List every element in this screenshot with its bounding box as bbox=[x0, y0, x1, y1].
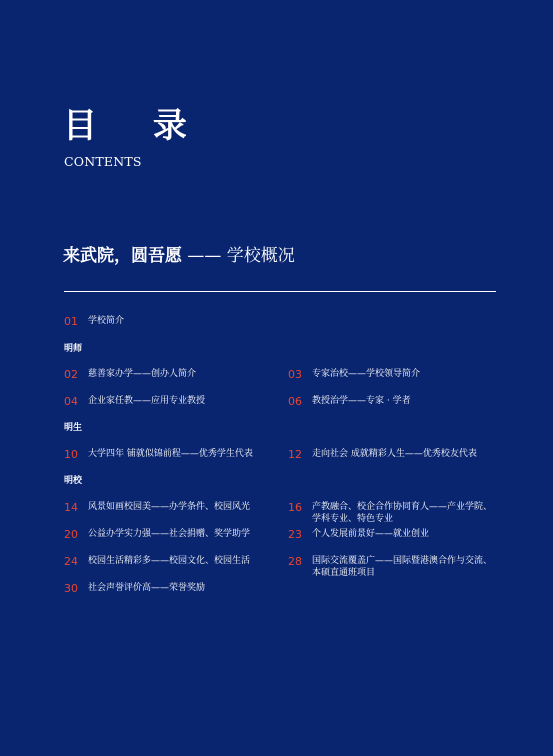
toc-entry[interactable] bbox=[288, 502, 492, 525]
toc-entry[interactable] bbox=[64, 583, 205, 595]
toc-entry-text: 专家治校——学校领导简介 bbox=[312, 369, 421, 379]
toc-entry-text: 学校简介 bbox=[88, 316, 125, 326]
toc-entry[interactable] bbox=[64, 449, 253, 461]
toc-entry-text: 大学四年 铺就似锦前程——优秀学生代表 bbox=[88, 449, 253, 459]
toc-entry-text: 慈善家办学——创办人简介 bbox=[88, 369, 197, 379]
toc-entry[interactable] bbox=[288, 556, 492, 579]
toc-entry-text: 社会声誉评价高——荣誉奖励 bbox=[88, 583, 206, 593]
toc-entry[interactable] bbox=[64, 502, 250, 514]
toc-entry-text: 风景如画校园美——办学条件、校园风光 bbox=[88, 502, 251, 512]
toc-entry[interactable] bbox=[288, 369, 420, 381]
toc-entry-text: 企业家任教——应用专业教授 bbox=[88, 396, 206, 406]
section-label: 明师 bbox=[64, 344, 83, 354]
toc-entry-text: 国际交流覆盖广——国际暨港澳合作与交流、 本硕直通班项目 bbox=[312, 556, 493, 578]
toc-entry-text: 公益办学实力强——社会捐赠、奖学助学 bbox=[88, 529, 251, 539]
toc-entry-number: 14 bbox=[64, 501, 78, 514]
toc-entry-number: 12 bbox=[288, 448, 302, 461]
chapter-heading-main: 来武院，圆吾愿 bbox=[63, 246, 182, 266]
toc-entry[interactable] bbox=[64, 556, 250, 568]
toc-entry-text: 产教融合、校企合作协同育人——产业学院、 学科专业、特色专业 bbox=[312, 502, 493, 524]
toc-entry[interactable] bbox=[64, 369, 196, 381]
toc-entry-number: 23 bbox=[288, 528, 302, 541]
page-subtitle: CONTENTS bbox=[64, 154, 142, 169]
section-label: 明校 bbox=[64, 476, 83, 486]
toc-entry[interactable] bbox=[64, 396, 205, 408]
toc-entry-number: 24 bbox=[64, 555, 78, 568]
toc-entry[interactable] bbox=[288, 449, 477, 461]
toc-entry-number: 28 bbox=[288, 555, 302, 568]
toc-entry-number: 16 bbox=[288, 501, 302, 514]
toc-entry-number: 10 bbox=[64, 448, 78, 461]
toc-entry[interactable] bbox=[288, 396, 411, 408]
toc-entry-number: 01 bbox=[64, 315, 78, 328]
toc-entry[interactable] bbox=[288, 529, 429, 541]
toc-entry-text: 教授治学——专家 · 学者 bbox=[312, 396, 411, 406]
chapter-heading bbox=[63, 244, 295, 268]
toc-entry-number: 30 bbox=[64, 582, 78, 595]
toc-entry-number: 03 bbox=[288, 368, 302, 381]
chapter-heading-sub: —— 学校概况 bbox=[187, 246, 295, 266]
toc-entry-number: 06 bbox=[288, 395, 302, 408]
toc-entry-number: 04 bbox=[64, 395, 78, 408]
toc-entry-number: 20 bbox=[64, 528, 78, 541]
toc-entry[interactable] bbox=[64, 529, 250, 541]
toc-entry-text: 走向社会 成就精彩人生——优秀校友代表 bbox=[312, 449, 477, 459]
section-label: 明生 bbox=[64, 423, 83, 433]
toc-entry[interactable] bbox=[64, 316, 124, 328]
toc-entry-text: 个人发展前景好——就业创业 bbox=[312, 529, 430, 539]
toc-entry-text: 校园生活精彩多——校园文化、校园生活 bbox=[88, 556, 251, 566]
page-title: 目 录 bbox=[63, 106, 209, 146]
heading-divider bbox=[64, 291, 496, 292]
toc-entry-number: 02 bbox=[64, 368, 78, 381]
